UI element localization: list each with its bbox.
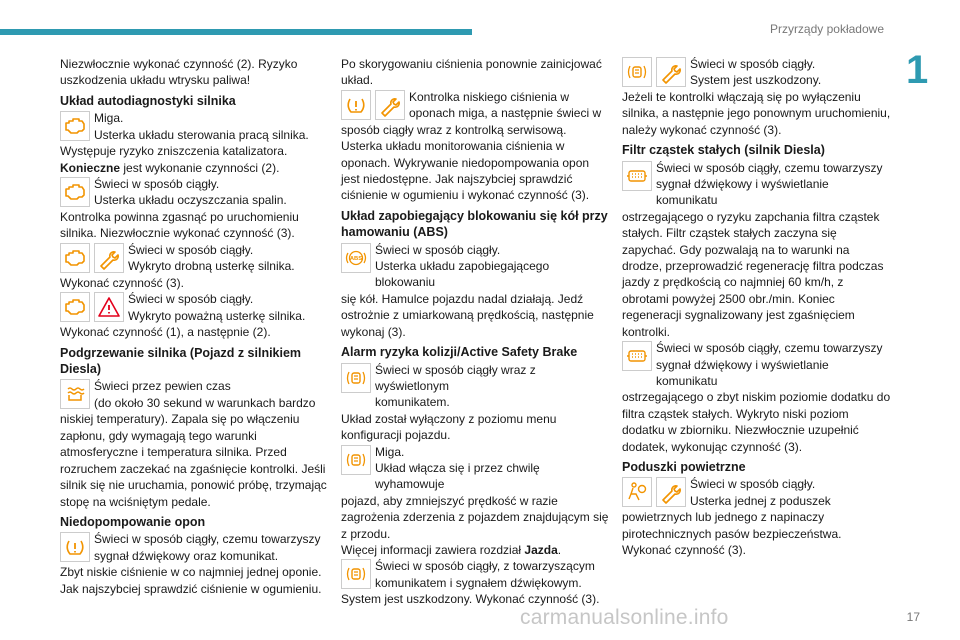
wrench-icon (656, 57, 686, 87)
indicator-block (341, 444, 611, 493)
punctuation: . (557, 542, 562, 557)
indicator-block (341, 89, 611, 122)
glow-plug-icon (60, 379, 90, 409)
indicator-status: Świeci w sposób ciągły. (128, 242, 254, 257)
airbag-icon (622, 477, 652, 507)
indicator-detail: Występuje ryzyko zniszczenia katalizatora. (60, 144, 288, 159)
indicator-desc: komunikatem i sygnałem dźwiękowym. (375, 575, 582, 590)
section-heading: Poduszki powietrzne (622, 459, 746, 474)
svg-text:ABS: ABS (349, 255, 363, 262)
wrench-icon (375, 90, 405, 120)
indicator-status: Świeci przez pewien czas (94, 379, 231, 394)
indicator-desc: Wykryto drobną usterkę silnika. (128, 259, 295, 274)
section-heading: Układ autodiagnostyki silnika (60, 93, 236, 108)
cross-reference-text: Więcej informacji zawiera rozdział (341, 542, 525, 557)
indicator-block (622, 56, 892, 89)
particle-filter-icon (622, 161, 652, 191)
indicator-desc: sygnał dźwiękowy i wyświetlanie komunikatu (656, 177, 829, 208)
indicator-status: Kontrolka niskiego ciśnienia w (409, 89, 570, 104)
collision-alert-icon (341, 445, 371, 475)
indicator-block (341, 558, 611, 591)
indicator-detail: sposób ciągły wraz z kontrolką serwisową. Usterka układu monitorowania ciśnienia w oponach. Wykrywanie niedopompowania opon jest niedostępne. Jak najszybciej sprawdzić ciśnienie w ogumieniu i wykonać czynność (3). (341, 122, 590, 203)
indicator-status: Świeci w sposób ciągły, z towarzyszącym (375, 559, 595, 574)
indicator-status: Świeci w sposób ciągły, czemu towarzyszy (656, 160, 883, 175)
particle-filter-icon (622, 341, 652, 371)
indicator-detail: Wykonać czynność (1), a następnie (2). (60, 325, 271, 340)
header-accent-bar (0, 29, 472, 35)
indicator-detail: pojazd, aby zmniejszyć prędkość w razie zagrożenia zderzenia z pojazdem znajdującym się z przodu. (341, 493, 609, 541)
collision-alert-icon (341, 363, 371, 393)
collision-alert-icon (341, 559, 371, 589)
indicator-detail: Kontrolka powinna zgasnąć po uruchomieniu silnika. Niezwłocznie wykonać czynność (3). (60, 210, 299, 241)
warning-triangle-icon (94, 292, 124, 322)
section-title: Przyrządy pokładowe (769, 22, 884, 36)
indicator-detail: Jeżeli te kontrolki włączają się po wyłączeniu silnika, a następnie jego ponownym uruchomieniu, należy wykonać czynność (3). (622, 90, 891, 137)
indicator-desc: Układ włącza się i przez chwilę wyhamowuje (375, 460, 540, 492)
engine-icon (60, 111, 90, 141)
indicator-block (341, 242, 611, 291)
indicator-desc: (do około 30 sekund w warunkach bardzo (94, 395, 316, 410)
indicator-detail: ostrzegającego o zbyt niskim poziomie dodatku do filtra cząstek stałych. Wykryto niski poziom dodatku w zbiorniku. Niezwłocznie uzupełnić dodatek, wykonując czynność (3). (622, 390, 891, 454)
indicator-detail: się kół. Hamulce pojazdu nadal działają. Jedź ostrożnie z umiarkowaną prędkością, następnie wykonaj (3). (341, 291, 594, 339)
indicator-block (60, 291, 330, 324)
column-1 (60, 56, 330, 597)
abs-icon (341, 243, 371, 273)
page-number: 17 (906, 610, 920, 624)
indicator-block (60, 176, 330, 209)
indicator-status: Świeci w sposób ciągły. (690, 477, 816, 492)
indicator-detail: Wykonać czynność (3). (60, 275, 184, 290)
section-heading: Niedopompowanie opon (60, 514, 206, 529)
section-heading: Alarm ryzyka kolizji/Active Safety Brake (341, 345, 578, 360)
engine-icon (60, 177, 90, 207)
watermark: carmanualsonline.info (520, 606, 729, 629)
indicator-status: Świeci w sposób ciągły. (128, 292, 254, 307)
indicator-desc: Usterka układu sterowania pracą silnika. (94, 127, 309, 142)
column-3 (622, 56, 892, 559)
indicator-status: Świeci w sposób ciągły. (375, 242, 501, 257)
indicator-desc: sygnał dźwiękowy i wyświetlanie komunikatu (656, 357, 829, 388)
section-heading: Układ zapobiegający blokowaniu się kół przy hamowaniu (ABS) (341, 208, 608, 240)
indicator-desc: Usterka układu oczyszczania spalin. (94, 193, 287, 208)
indicator-desc: oponach miga, a następnie świeci w (409, 106, 602, 121)
indicator-block (341, 362, 611, 411)
indicator-detail: ostrzegającego o ryzyku zapchania filtra cząstek stałych. Filtr cząstek stałych zaczyna się zapychać. Gdy pozwalają na to warunki na drodze, przeprowadzić regenerację filtra podczas jazdy z prędkością co najmniej 60 km/h, z obrotami powyżej 2500 obr./min. Koniec regeneracji sygnalizowany jest zgaśnięciem kontrolki. (622, 209, 884, 339)
column-2 (341, 56, 611, 608)
indicator-block (622, 340, 892, 389)
indicator-status: Miga. (375, 444, 405, 459)
indicator-detail: Układ został wyłączony z poziomu menu konfiguracji pojazdu. (341, 411, 557, 443)
indicator-desc: sygnał dźwiękowy oraz komunikat. (94, 548, 279, 563)
tyre-pressure-icon (60, 532, 90, 562)
indicator-status: Świeci w sposób ciągły wraz z wyświetlonym (375, 362, 536, 393)
chapter-link[interactable]: Jazda (524, 542, 558, 557)
indicator-block (60, 110, 330, 143)
indicator-block (622, 476, 892, 509)
indicator-status: Świeci w sposób ciągły. (690, 57, 816, 71)
indicator-detail: System jest uszkodzony. Wykonać czynność (3). (341, 592, 600, 607)
indicator-detail: Zbyt niskie ciśnienie w co najmniej jednej oponie. Jak najszybciej sprawdzić ciśnienie w ogumieniu. (60, 565, 322, 596)
indicator-block (60, 378, 330, 411)
indicator-detail: jest wykonanie czynności (2). (120, 160, 280, 175)
indicator-status: Miga. (94, 111, 124, 126)
indicator-block (622, 160, 892, 209)
engine-icon (60, 292, 90, 322)
indicator-desc: komunikatem. (375, 395, 450, 410)
indicator-status: Świeci w sposób ciągły, czemu towarzyszy (656, 341, 883, 356)
indicator-detail: powietrznych lub jednego z napinaczy pirotechnicznych pasów bezpieczeństwa. Wykonać czynność (3). (622, 510, 842, 558)
indicator-desc: Wykryto poważną usterkę silnika. (128, 308, 306, 323)
section-heading: Filtr cząstek stałych (silnik Diesla) (622, 143, 825, 158)
wrench-icon (94, 243, 124, 273)
indicator-status: Świeci w sposób ciągły, czemu towarzyszy (94, 532, 321, 547)
indicator-block (60, 242, 330, 275)
collision-alert-icon (622, 57, 652, 87)
engine-icon (60, 243, 90, 273)
chapter-number: 1 (906, 48, 929, 92)
section-heading: Podgrzewanie silnika (Pojazd z silnikiem Diesla) (60, 345, 302, 377)
indicator-desc: Usterka układu zapobiegającego blokowaniu (375, 259, 550, 290)
indicator-detail: niskiej temperatury). Zapala się po włączeniu zapłonu, gdy wymagają tego warunki atmosferyczne i temperatura silnika. Przed rozruchem zaczekać na zgaśnięcie kontrolki. Jeśli silnik się nie uruchamia, ponowić próbę, trzymając stopę na wciśniętym pedale. (60, 412, 327, 509)
indicator-desc: Usterka jednej z poduszek (690, 493, 831, 508)
indicator-block (60, 531, 330, 564)
emphasis-text: Konieczne (60, 160, 121, 175)
intro-text: Niezwłocznie wykonać czynność (2). Ryzyko uszkodzenia układu wtrysku paliwa! (60, 57, 298, 88)
wrench-icon (656, 477, 686, 507)
intro-text: Po skorygowaniu ciśnienia ponownie zainicjować układ. (341, 57, 602, 88)
indicator-status: Świeci w sposób ciągły. (94, 177, 220, 192)
indicator-desc: System jest uszkodzony. (690, 73, 822, 88)
tyre-pressure-icon (341, 90, 371, 120)
